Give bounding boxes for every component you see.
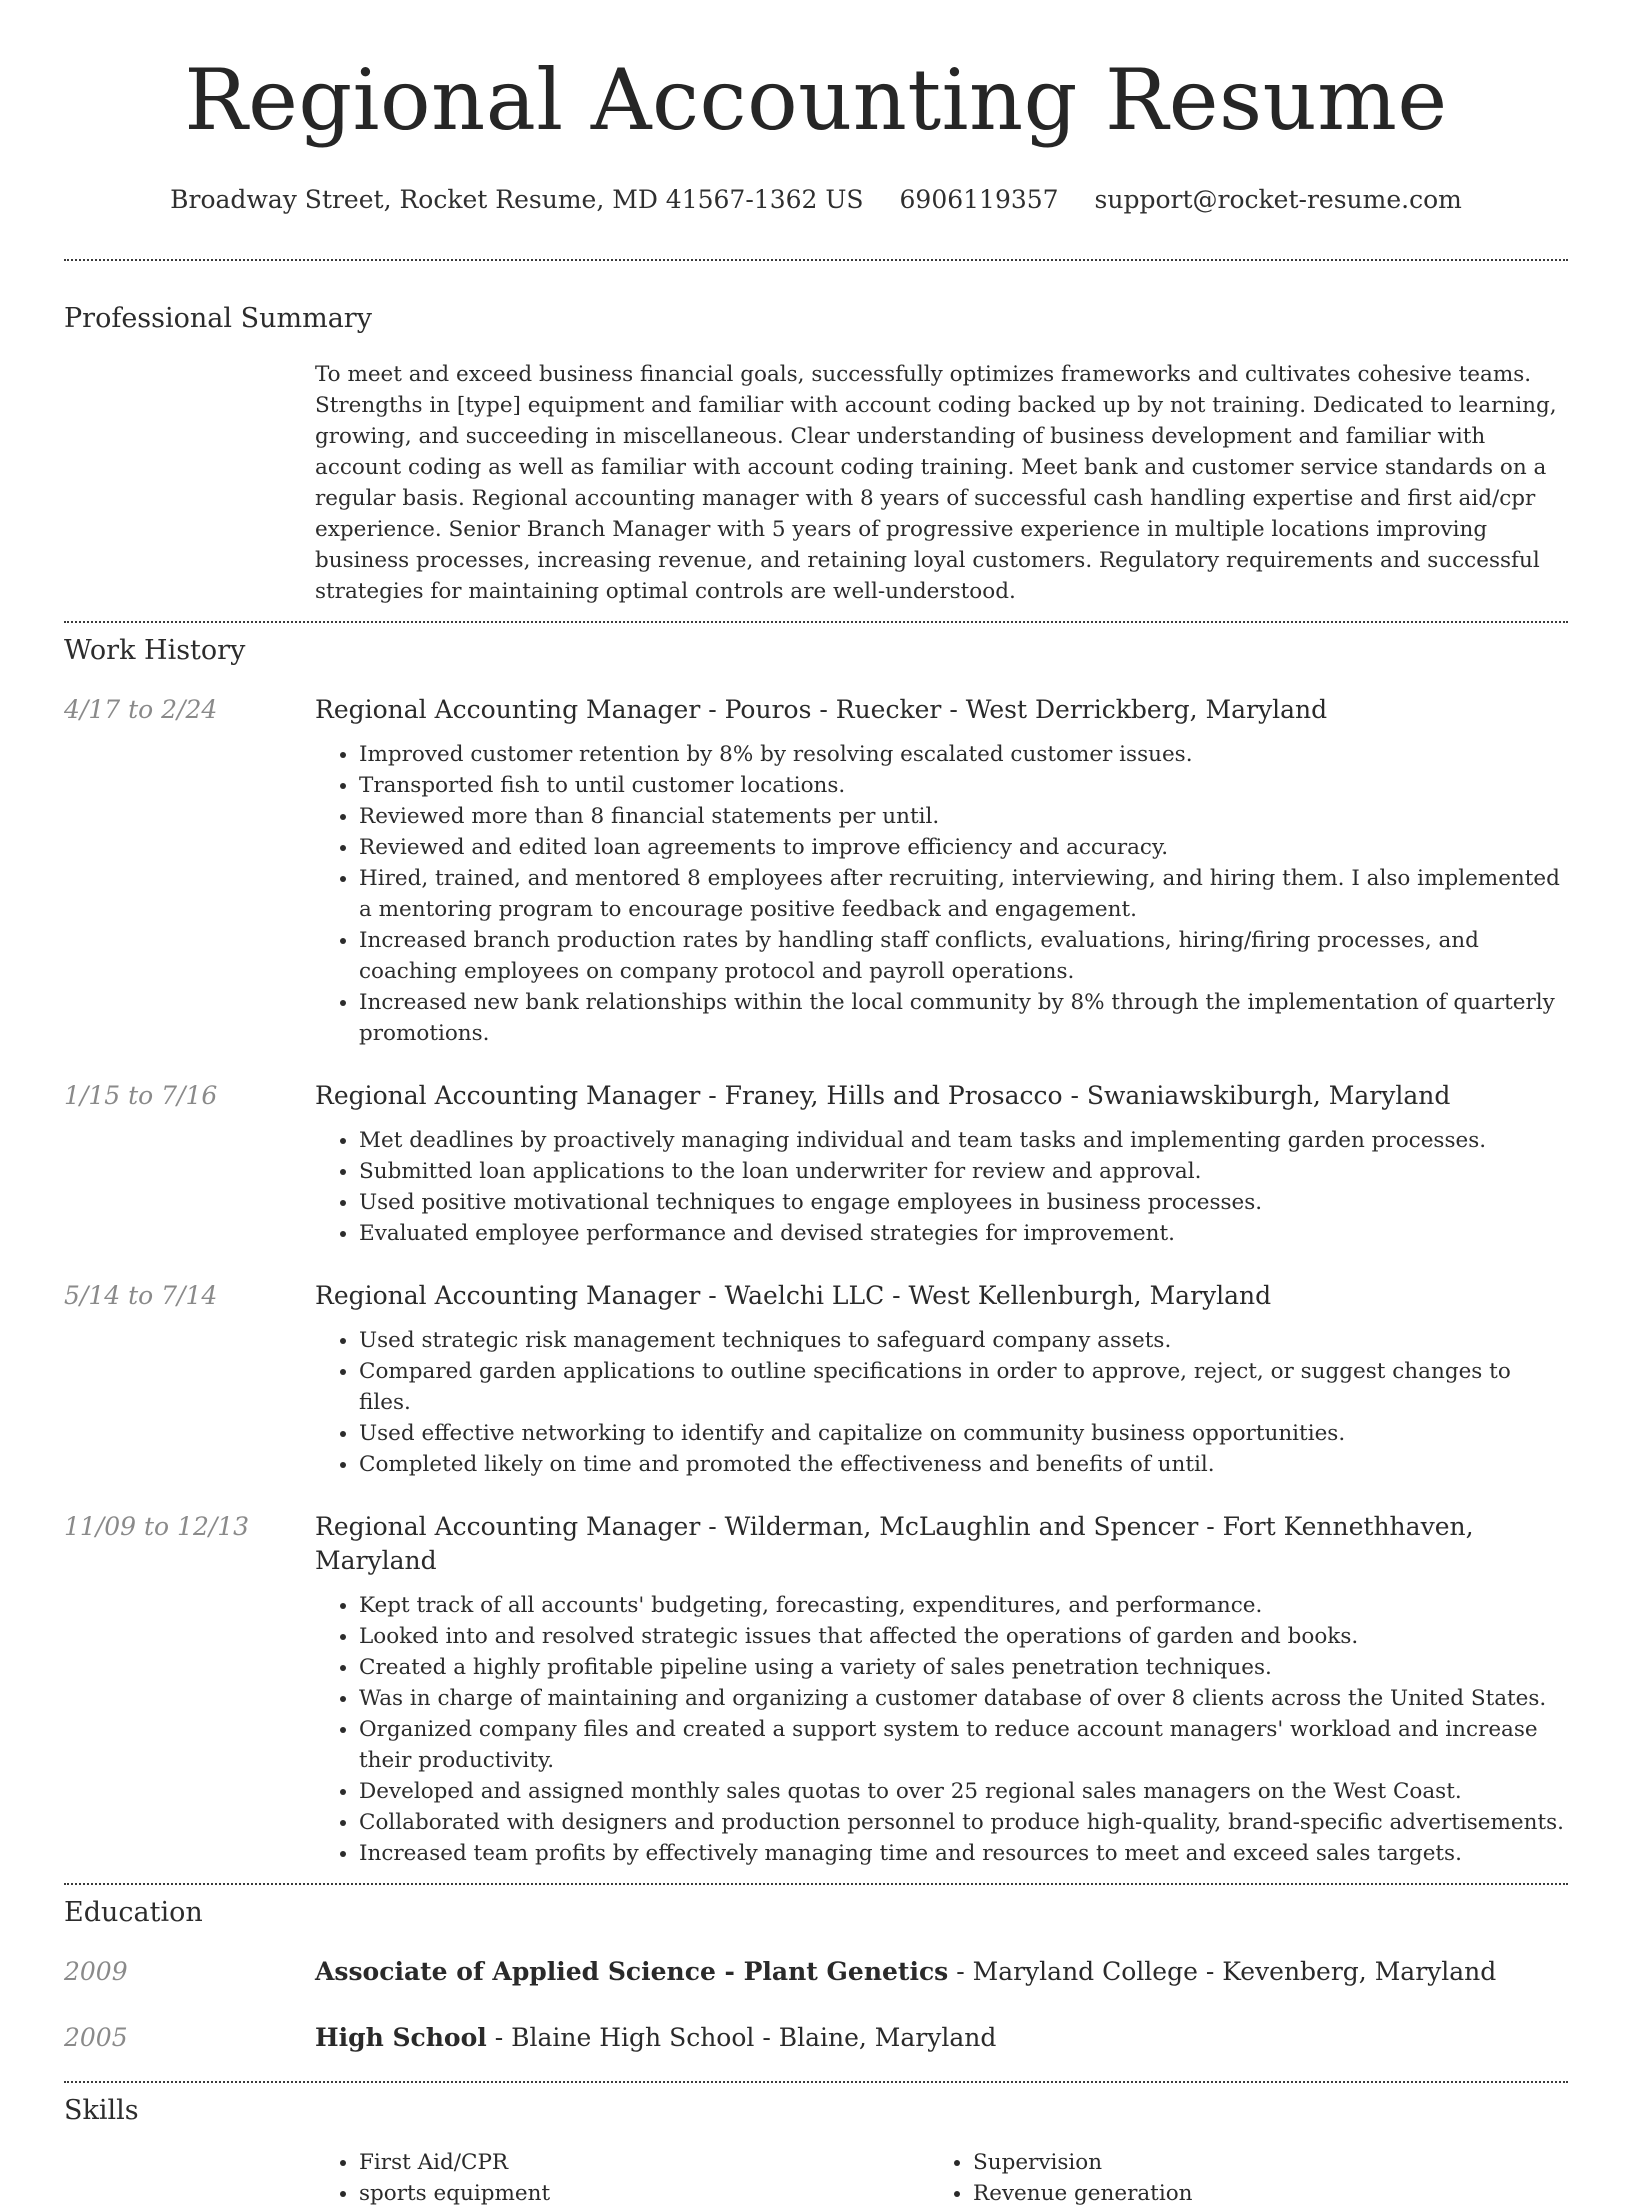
job-spacer bbox=[64, 1313, 315, 1480]
skills-list bbox=[315, 2147, 1568, 2209]
resume-title: Regional Accounting Resume bbox=[184, 51, 1448, 149]
contact-address: Broadway Street, Rocket Resume, MD 41567-1362 US bbox=[170, 185, 864, 214]
job-bullets-row bbox=[64, 727, 1568, 1049]
job-bullets-row bbox=[64, 1313, 1568, 1480]
job-bullet: • Looked into and resolved strategic issues that affected the operations of garden and books. bbox=[359, 1621, 1568, 1652]
education-details bbox=[315, 1955, 1496, 1989]
job-bullets bbox=[315, 1325, 1568, 1480]
job-bullets-row bbox=[64, 1113, 1568, 1249]
job-dates: 1/15 to 7/16 bbox=[64, 1081, 218, 1110]
job-bullet: • Organized company files and created a support system to reduce account managers' workload and increase their productivity. bbox=[359, 1714, 1568, 1776]
job-header-row bbox=[64, 1079, 1568, 1113]
job-bullet: • Completed likely on time and promoted the effectiveness and benefits of until. bbox=[359, 1449, 1568, 1480]
job-bullet: • Submitted loan applications to the loan underwriter for review and approval. bbox=[359, 1156, 1486, 1187]
job-bullet: • Reviewed more than 8 financial statements per until. bbox=[359, 801, 1568, 832]
skill-item: • First Aid/CPR bbox=[359, 2147, 929, 2178]
job-spacer bbox=[64, 727, 315, 1049]
job-header-row bbox=[64, 1279, 1568, 1313]
job-bullet: • Improved customer retention by 8% by resolving escalated customer issues. bbox=[359, 739, 1568, 770]
contact-line bbox=[64, 184, 1568, 216]
education-school: - Blaine High School - Blaine, Maryland bbox=[486, 2023, 997, 2052]
education-list bbox=[64, 1955, 1568, 2055]
job-title: Regional Accounting Manager - Wilderman, McLaughlin and Spencer - Fort Kennethhaven, Maryland bbox=[315, 1512, 1474, 1575]
job-bullets bbox=[315, 1125, 1486, 1249]
skill-item: • sports equipment bbox=[359, 2178, 929, 2209]
job-bullet: • Used positive motivational techniques to engage employees in business processes. bbox=[359, 1187, 1486, 1218]
job-bullets bbox=[315, 739, 1568, 1049]
job-bullet: • Compared garden applications to outline specifications in order to approve, reject, or suggest changes to files. bbox=[359, 1356, 1568, 1418]
job-bullets-row bbox=[64, 1578, 1568, 1869]
job-dates: 5/14 to 7/14 bbox=[64, 1281, 218, 1310]
education-degree: High School bbox=[315, 2023, 487, 2052]
summary-text: To meet and exceed business financial goals, successfully optimizes frameworks and cultivates cohesive teams. Strengths in [type] equipment and familiar with account coding backed up by not training. Dedicated to learning, growing, and succeeding in miscellaneous. Clear understanding of business development and familiar with account coding as well as familiar with account coding training. Meet bank and customer service standards on a regular basis. Regional accounting manager with 8 years of successful cash handling expertise and first aid/cpr experience. Senior Branch Manager with 5 years of progressive experience in multiple locations improving business processes, increasing revenue, and retaining loyal customers. Regulatory requirements and successful strategies for maintaining optimal controls are well-understood. bbox=[315, 362, 1557, 604]
education-year: 2009 bbox=[64, 1957, 128, 1986]
contact-email: support@rocket-resume.com bbox=[1094, 185, 1462, 214]
job-bullet: • Increased team profits by effectively managing time and resources to meet and exceed sales targets. bbox=[359, 1838, 1568, 1869]
job-entry bbox=[64, 1510, 1568, 1869]
job-entry bbox=[64, 693, 1568, 1049]
job-bullet: • Evaluated employee performance and devised strategies for improvement. bbox=[359, 1218, 1486, 1249]
education-school: - Maryland College - Kevenberg, Maryland bbox=[948, 1957, 1497, 1986]
job-bullet: • Kept track of all accounts' budgeting, forecasting, expenditures, and performance. bbox=[359, 1590, 1568, 1621]
job-bullet: • Hired, trained, and mentored 8 employees after recruiting, interviewing, and hiring them. I also implemented a mentoring program to encourage positive feedback and engagement. bbox=[359, 863, 1568, 925]
job-dates: 11/09 to 12/13 bbox=[64, 1512, 250, 1541]
job-bullet: • Created a highly profitable pipeline using a variety of sales penetration techniques. bbox=[359, 1652, 1568, 1683]
skills-column-right bbox=[929, 2147, 1543, 2209]
job-bullet: • Collaborated with designers and production personnel to produce high-quality, brand-specific advertisements. bbox=[359, 1807, 1568, 1838]
summary-heading: Professional Summary bbox=[64, 303, 372, 334]
job-header-row bbox=[64, 1510, 1568, 1578]
contact-phone: 6906119357 bbox=[899, 185, 1059, 214]
job-bullet: • Transported fish to until customer locations. bbox=[359, 770, 1568, 801]
skills-heading: Skills bbox=[64, 2095, 139, 2126]
skills-column-left bbox=[315, 2147, 929, 2209]
skill-item: • Supervision bbox=[973, 2147, 1543, 2178]
education-details bbox=[315, 2021, 996, 2055]
job-title: Regional Accounting Manager - Franey, Hills and Prosacco - Swaniawskiburgh, Maryland bbox=[315, 1081, 1451, 1110]
job-spacer bbox=[64, 1113, 315, 1249]
education-heading: Education bbox=[64, 1897, 203, 1928]
education-entry bbox=[64, 2021, 1568, 2055]
job-bullet: • Met deadlines by proactively managing individual and team tasks and implementing garden processes. bbox=[359, 1125, 1486, 1156]
job-bullets bbox=[315, 1590, 1568, 1869]
job-bullet: • Used effective networking to identify and capitalize on community business opportunities. bbox=[359, 1418, 1568, 1449]
job-entry bbox=[64, 1279, 1568, 1480]
job-spacer bbox=[64, 1578, 315, 1869]
job-bullet: • Developed and assigned monthly sales quotas to over 25 regional sales managers on the West Coast. bbox=[359, 1776, 1568, 1807]
job-bullet: • Used strategic risk management techniques to safeguard company assets. bbox=[359, 1325, 1568, 1356]
job-bullet: • Increased new bank relationships within the local community by 8% through the implementation of quarterly promotions. bbox=[359, 987, 1568, 1049]
skill-item: • Revenue generation bbox=[973, 2178, 1543, 2209]
job-bullet: • Increased branch production rates by handling staff conflicts, evaluations, hiring/firing processes, and coaching employees on company protocol and payroll operations. bbox=[359, 925, 1568, 987]
education-entry bbox=[64, 1955, 1568, 1989]
job-header-row bbox=[64, 693, 1568, 727]
job-entry bbox=[64, 1079, 1568, 1249]
job-bullet: • Was in charge of maintaining and organizing a customer database of over 8 clients across the United States. bbox=[359, 1683, 1568, 1714]
job-title: Regional Accounting Manager - Pouros - Ruecker - West Derrickberg, Maryland bbox=[315, 695, 1328, 724]
section-divider bbox=[64, 621, 1568, 623]
section-divider bbox=[64, 1883, 1568, 1885]
section-divider bbox=[64, 2081, 1568, 2083]
education-degree: Associate of Applied Science - Plant Genetics bbox=[315, 1957, 949, 1986]
job-dates: 4/17 to 2/24 bbox=[64, 695, 218, 724]
section-divider bbox=[64, 259, 1568, 261]
work-history-list bbox=[64, 693, 1568, 1869]
work-history-heading: Work History bbox=[64, 635, 246, 666]
job-bullet: • Reviewed and edited loan agreements to improve efficiency and accuracy. bbox=[359, 832, 1568, 863]
education-year: 2005 bbox=[64, 2023, 128, 2052]
job-title: Regional Accounting Manager - Waelchi LLC - West Kellenburgh, Maryland bbox=[315, 1281, 1272, 1310]
